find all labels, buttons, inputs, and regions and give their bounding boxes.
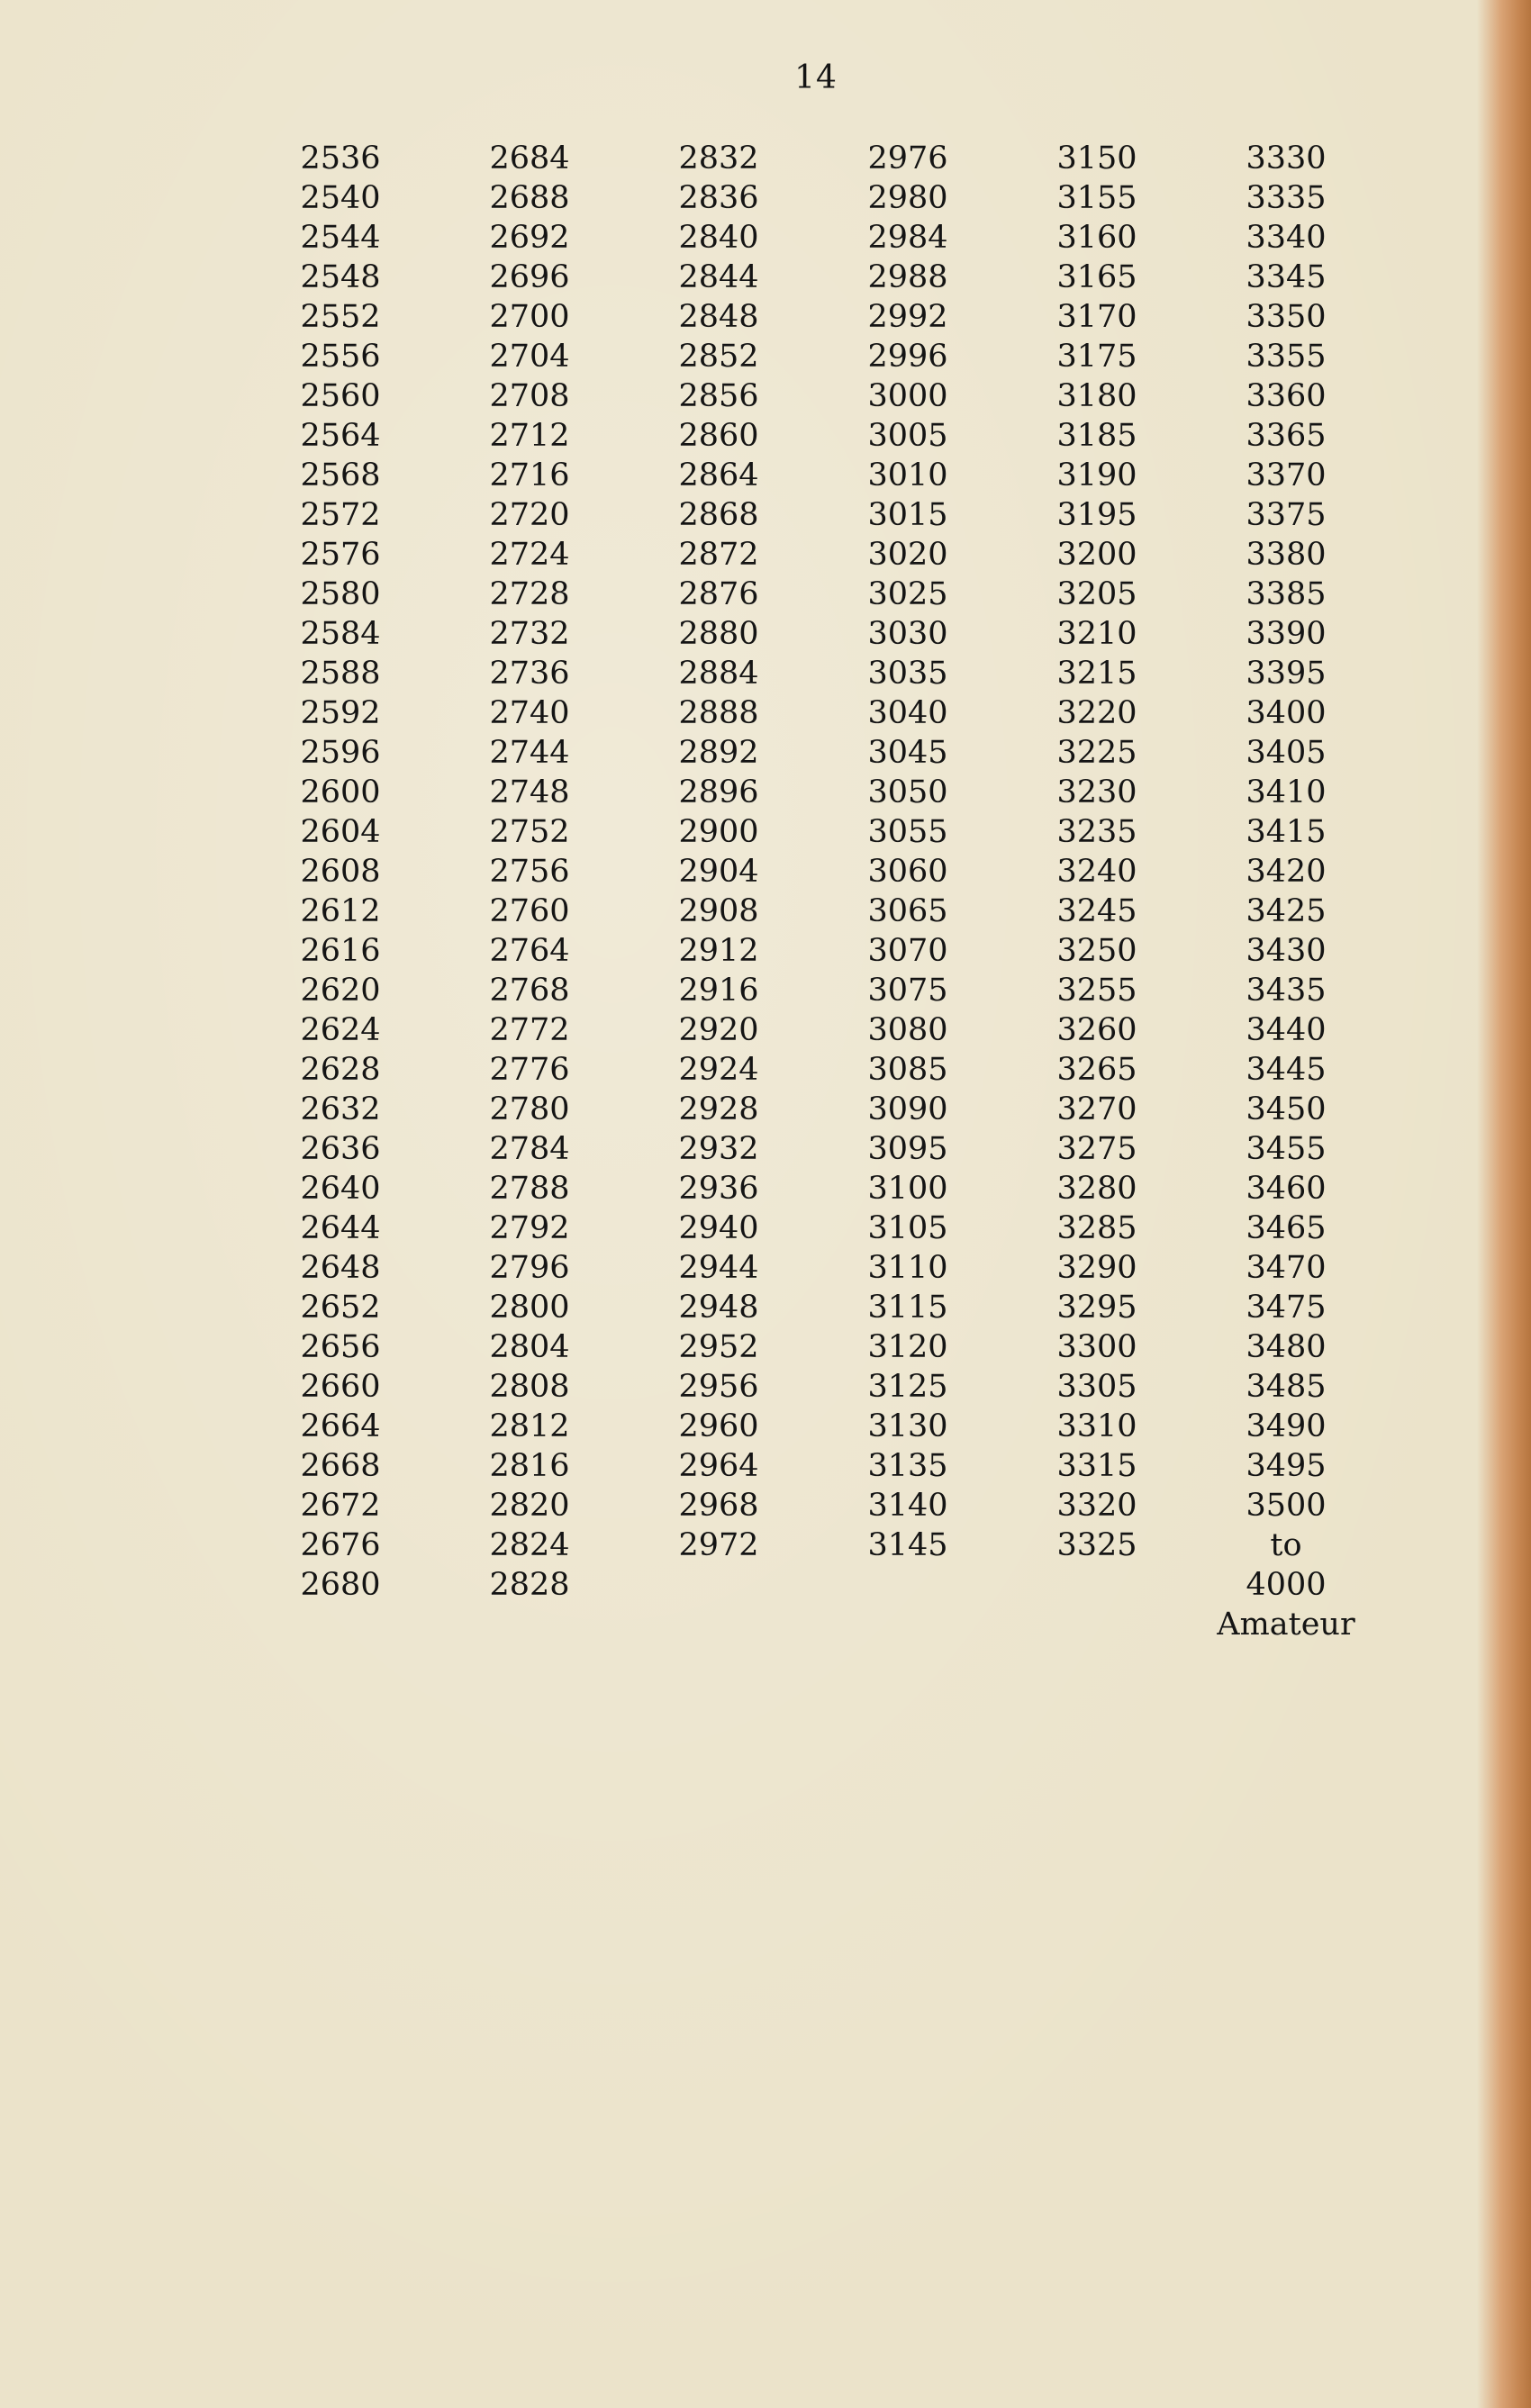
table-cell: 2940 [678, 1210, 759, 1246]
table-cell: 2600 [300, 774, 381, 810]
table-cell: 2728 [489, 576, 570, 612]
table-cell: 2788 [489, 1171, 570, 1207]
table-cell: 2644 [300, 1210, 381, 1246]
table-cell: 2660 [300, 1369, 381, 1405]
table-cell: 2752 [489, 814, 570, 850]
table-cell: 3290 [1056, 1250, 1137, 1286]
table-cell: 2568 [300, 457, 381, 493]
table-cell: 3400 [1246, 695, 1327, 731]
table-cell: 3165 [1056, 259, 1137, 295]
table-cell: 3250 [1056, 933, 1137, 969]
table-cell: 3340 [1246, 220, 1327, 256]
table-column [439, 139, 620, 1605]
table-cell: 2848 [678, 299, 759, 335]
table-cell: 2696 [489, 259, 570, 295]
table-cell: 3175 [1056, 339, 1137, 375]
table-cell: 2580 [300, 576, 381, 612]
table-cell: 3055 [867, 814, 948, 850]
table-cell: 3005 [867, 418, 948, 454]
table-cell: 2740 [489, 695, 570, 731]
table-cell: 2968 [678, 1488, 759, 1524]
table-cell: 3215 [1056, 656, 1137, 692]
table-cell: 3305 [1056, 1369, 1137, 1405]
table-cell: 3265 [1056, 1052, 1137, 1088]
table-cell: 2548 [300, 259, 381, 295]
table-cell: 3245 [1056, 893, 1137, 929]
table-cell: 2680 [300, 1567, 381, 1603]
page-number: 14 [794, 59, 838, 96]
table-cell: 2992 [867, 299, 948, 335]
table-cell: 3285 [1056, 1210, 1137, 1246]
table-cell: 2576 [300, 537, 381, 573]
table-cell: 3275 [1056, 1131, 1137, 1167]
table-cell: 3410 [1246, 774, 1327, 810]
table-cell: 2844 [678, 259, 759, 295]
table-cell: 2712 [489, 418, 570, 454]
table-cell: 2808 [489, 1369, 570, 1405]
table-cell: 2908 [678, 893, 759, 929]
table-cell: 3060 [867, 854, 948, 890]
table-cell: 2536 [300, 140, 381, 177]
table-cell: 3045 [867, 735, 948, 771]
table-cell: 2852 [678, 339, 759, 375]
table-cell: 2864 [678, 457, 759, 493]
table-cell: 2688 [489, 180, 570, 216]
table-column [818, 139, 998, 1565]
table-cell: 3120 [867, 1329, 948, 1365]
table-cell: 2544 [300, 220, 381, 256]
table-cell: 2768 [489, 973, 570, 1009]
table-cell: 2540 [300, 180, 381, 216]
table-cell: 2764 [489, 933, 570, 969]
table-cell: 3455 [1246, 1131, 1327, 1167]
table-cell: 3190 [1056, 457, 1137, 493]
table-cell: 2744 [489, 735, 570, 771]
table-column [250, 139, 430, 1605]
table-cell: 2916 [678, 973, 759, 1009]
table-cell: 2756 [489, 854, 570, 890]
table-cell: 3355 [1246, 339, 1327, 375]
table-cell: 3365 [1246, 418, 1327, 454]
table-cell: 3125 [867, 1369, 948, 1405]
table-cell: 3185 [1056, 418, 1137, 454]
table-cell: 2648 [300, 1250, 381, 1286]
table-cell: 2552 [300, 299, 381, 335]
table-cell: 2804 [489, 1329, 570, 1365]
table-cell: 2928 [678, 1091, 759, 1127]
table-cell: 2840 [678, 220, 759, 256]
table-cell: Amateur [1217, 1607, 1355, 1643]
table-cell: 3430 [1246, 933, 1327, 969]
table-cell: 2584 [300, 616, 381, 652]
table-cell: 3100 [867, 1171, 948, 1207]
table-cell: 2924 [678, 1052, 759, 1088]
table-cell: 2724 [489, 537, 570, 573]
table-cell: 2564 [300, 418, 381, 454]
table-cell: 3315 [1056, 1448, 1137, 1484]
table-cell: 2572 [300, 497, 381, 533]
table-cell: 3160 [1056, 220, 1137, 256]
table-cell: 3110 [867, 1250, 948, 1286]
table-cell: 3415 [1246, 814, 1327, 850]
table-cell: 2652 [300, 1290, 381, 1326]
table-cell: 2772 [489, 1012, 570, 1048]
table-cell: 3445 [1246, 1052, 1327, 1088]
table-cell: 3390 [1246, 616, 1327, 652]
table-cell: 3070 [867, 933, 948, 969]
table-cell: 2780 [489, 1091, 570, 1127]
table-cell: 3130 [867, 1408, 948, 1444]
table-cell: 3475 [1246, 1290, 1327, 1326]
table-cell: 2632 [300, 1091, 381, 1127]
table-cell: 3220 [1056, 695, 1137, 731]
table-cell: 2820 [489, 1488, 570, 1524]
table-cell: 2592 [300, 695, 381, 731]
table-cell: 3405 [1246, 735, 1327, 771]
table-cell: 3085 [867, 1052, 948, 1088]
table-cell: 2892 [678, 735, 759, 771]
table-cell: 2888 [678, 695, 759, 731]
table-column [1007, 139, 1187, 1565]
table-cell: 2980 [867, 180, 948, 216]
table-cell: 2812 [489, 1408, 570, 1444]
table-cell: 3450 [1246, 1091, 1327, 1127]
table-cell: 3200 [1056, 537, 1137, 573]
table-column [629, 139, 809, 1565]
table-cell: 2704 [489, 339, 570, 375]
table-cell: 3280 [1056, 1171, 1137, 1207]
table-cell: 3025 [867, 576, 948, 612]
table-cell: 2868 [678, 497, 759, 533]
table-cell: 2636 [300, 1131, 381, 1167]
table-cell: 2828 [489, 1567, 570, 1603]
table-cell: 2920 [678, 1012, 759, 1048]
table-cell: 2708 [489, 378, 570, 414]
table-cell: 3015 [867, 497, 948, 533]
table-cell: 3370 [1246, 457, 1327, 493]
table-cell: to [1270, 1527, 1302, 1563]
table-cell: 3360 [1246, 378, 1327, 414]
table-cell: 2860 [678, 418, 759, 454]
table-cell: 3325 [1056, 1527, 1137, 1563]
table-cell: 2604 [300, 814, 381, 850]
table-cell: 2912 [678, 933, 759, 969]
table-cell: 3210 [1056, 616, 1137, 652]
table-cell: 3090 [867, 1091, 948, 1127]
table-cell: 3460 [1246, 1171, 1327, 1207]
table-cell: 3135 [867, 1448, 948, 1484]
table-cell: 2624 [300, 1012, 381, 1048]
table-cell: 3385 [1246, 576, 1327, 612]
table-cell: 2936 [678, 1171, 759, 1207]
table-cell: 3310 [1056, 1408, 1137, 1444]
table-cell: 3260 [1056, 1012, 1137, 1048]
table-cell: 2608 [300, 854, 381, 890]
table-cell: 2792 [489, 1210, 570, 1246]
table-cell: 3145 [867, 1527, 948, 1563]
table-cell: 3020 [867, 537, 948, 573]
table-cell: 2884 [678, 656, 759, 692]
table-cell: 3035 [867, 656, 948, 692]
table-cell: 2716 [489, 457, 570, 493]
table-cell: 3140 [867, 1488, 948, 1524]
table-cell: 2676 [300, 1527, 381, 1563]
table-cell: 2896 [678, 774, 759, 810]
page-edge [1477, 0, 1531, 2408]
table-cell: 3470 [1246, 1250, 1327, 1286]
table-cell: 2664 [300, 1408, 381, 1444]
table-cell: 2948 [678, 1290, 759, 1326]
table-cell: 3105 [867, 1210, 948, 1246]
table-cell: 2996 [867, 339, 948, 375]
table-cell: 2692 [489, 220, 570, 256]
table-cell: 2876 [678, 576, 759, 612]
table-cell: 3375 [1246, 497, 1327, 533]
table-cell: 3490 [1246, 1408, 1327, 1444]
table-cell: 2816 [489, 1448, 570, 1484]
table-cell: 3170 [1056, 299, 1137, 335]
table-cell: 2748 [489, 774, 570, 810]
table-cell: 3040 [867, 695, 948, 731]
table-cell: 2560 [300, 378, 381, 414]
table-cell: 3010 [867, 457, 948, 493]
table-cell: 2628 [300, 1052, 381, 1088]
table-cell: 2900 [678, 814, 759, 850]
table-cell: 3230 [1056, 774, 1137, 810]
table-cell: 3205 [1056, 576, 1137, 612]
table-cell: 3500 [1246, 1488, 1327, 1524]
table-cell: 2672 [300, 1488, 381, 1524]
table-cell: 3395 [1246, 656, 1327, 692]
table-cell: 3435 [1246, 973, 1327, 1009]
table-cell: 2976 [867, 140, 948, 177]
table-cell: 3480 [1246, 1329, 1327, 1365]
table-cell: 2984 [867, 220, 948, 256]
table-cell: 3330 [1246, 140, 1327, 177]
table-cell: 3195 [1056, 497, 1137, 533]
table-cell: 2684 [489, 140, 570, 177]
table-cell: 3095 [867, 1131, 948, 1167]
table-cell: 3150 [1056, 140, 1137, 177]
table-cell: 2956 [678, 1369, 759, 1405]
table-cell: 3030 [867, 616, 948, 652]
table-cell: 3240 [1056, 854, 1137, 890]
table-cell: 3300 [1056, 1329, 1137, 1365]
table-cell: 2720 [489, 497, 570, 533]
table-cell: 3225 [1056, 735, 1137, 771]
table-cell: 2640 [300, 1171, 381, 1207]
table-cell: 3465 [1246, 1210, 1327, 1246]
table-cell: 2620 [300, 973, 381, 1009]
table-cell: 3485 [1246, 1369, 1327, 1405]
table-cell: 2612 [300, 893, 381, 929]
table-cell: 2736 [489, 656, 570, 692]
table-cell: 2700 [489, 299, 570, 335]
table-cell: 3495 [1246, 1448, 1327, 1484]
table-cell: 2960 [678, 1408, 759, 1444]
table-cell: 3270 [1056, 1091, 1137, 1127]
table-cell: 2776 [489, 1052, 570, 1088]
table-cell: 2784 [489, 1131, 570, 1167]
table-cell: 2596 [300, 735, 381, 771]
table-column [1196, 139, 1376, 1644]
table-cell: 3345 [1246, 259, 1327, 295]
table-cell: 2656 [300, 1329, 381, 1365]
table-cell: 2760 [489, 893, 570, 929]
table-cell: 2972 [678, 1527, 759, 1563]
table-cell: 2872 [678, 537, 759, 573]
table-cell: 2616 [300, 933, 381, 969]
table-cell: 3155 [1056, 180, 1137, 216]
table-cell: 2988 [867, 259, 948, 295]
table-cell: 2796 [489, 1250, 570, 1286]
table-cell: 3425 [1246, 893, 1327, 929]
table-cell: 3380 [1246, 537, 1327, 573]
table-cell: 3235 [1056, 814, 1137, 850]
table-cell: 2824 [489, 1527, 570, 1563]
table-cell: 3420 [1246, 854, 1327, 890]
table-cell: 3320 [1056, 1488, 1137, 1524]
table-cell: 3080 [867, 1012, 948, 1048]
table-cell: 2932 [678, 1131, 759, 1167]
table-cell: 2856 [678, 378, 759, 414]
table-cell: 3440 [1246, 1012, 1327, 1048]
table-cell: 4000 [1246, 1567, 1327, 1603]
table-cell: 2836 [678, 180, 759, 216]
table-cell: 2880 [678, 616, 759, 652]
table-cell: 3050 [867, 774, 948, 810]
table-cell: 3065 [867, 893, 948, 929]
table-cell: 3255 [1056, 973, 1137, 1009]
table-cell: 2800 [489, 1290, 570, 1326]
table-cell: 2904 [678, 854, 759, 890]
table-cell: 2952 [678, 1329, 759, 1365]
table-cell: 2732 [489, 616, 570, 652]
table-cell: 2668 [300, 1448, 381, 1484]
table-cell: 3000 [867, 378, 948, 414]
table-cell: 3335 [1246, 180, 1327, 216]
table-cell: 3115 [867, 1290, 948, 1326]
table-cell: 3295 [1056, 1290, 1137, 1326]
table-cell: 3350 [1246, 299, 1327, 335]
table-cell: 2964 [678, 1448, 759, 1484]
table-cell: 2944 [678, 1250, 759, 1286]
table-cell: 2588 [300, 656, 381, 692]
table-cell: 3075 [867, 973, 948, 1009]
table-cell: 2832 [678, 140, 759, 177]
table-cell: 2556 [300, 339, 381, 375]
table-cell: 3180 [1056, 378, 1137, 414]
